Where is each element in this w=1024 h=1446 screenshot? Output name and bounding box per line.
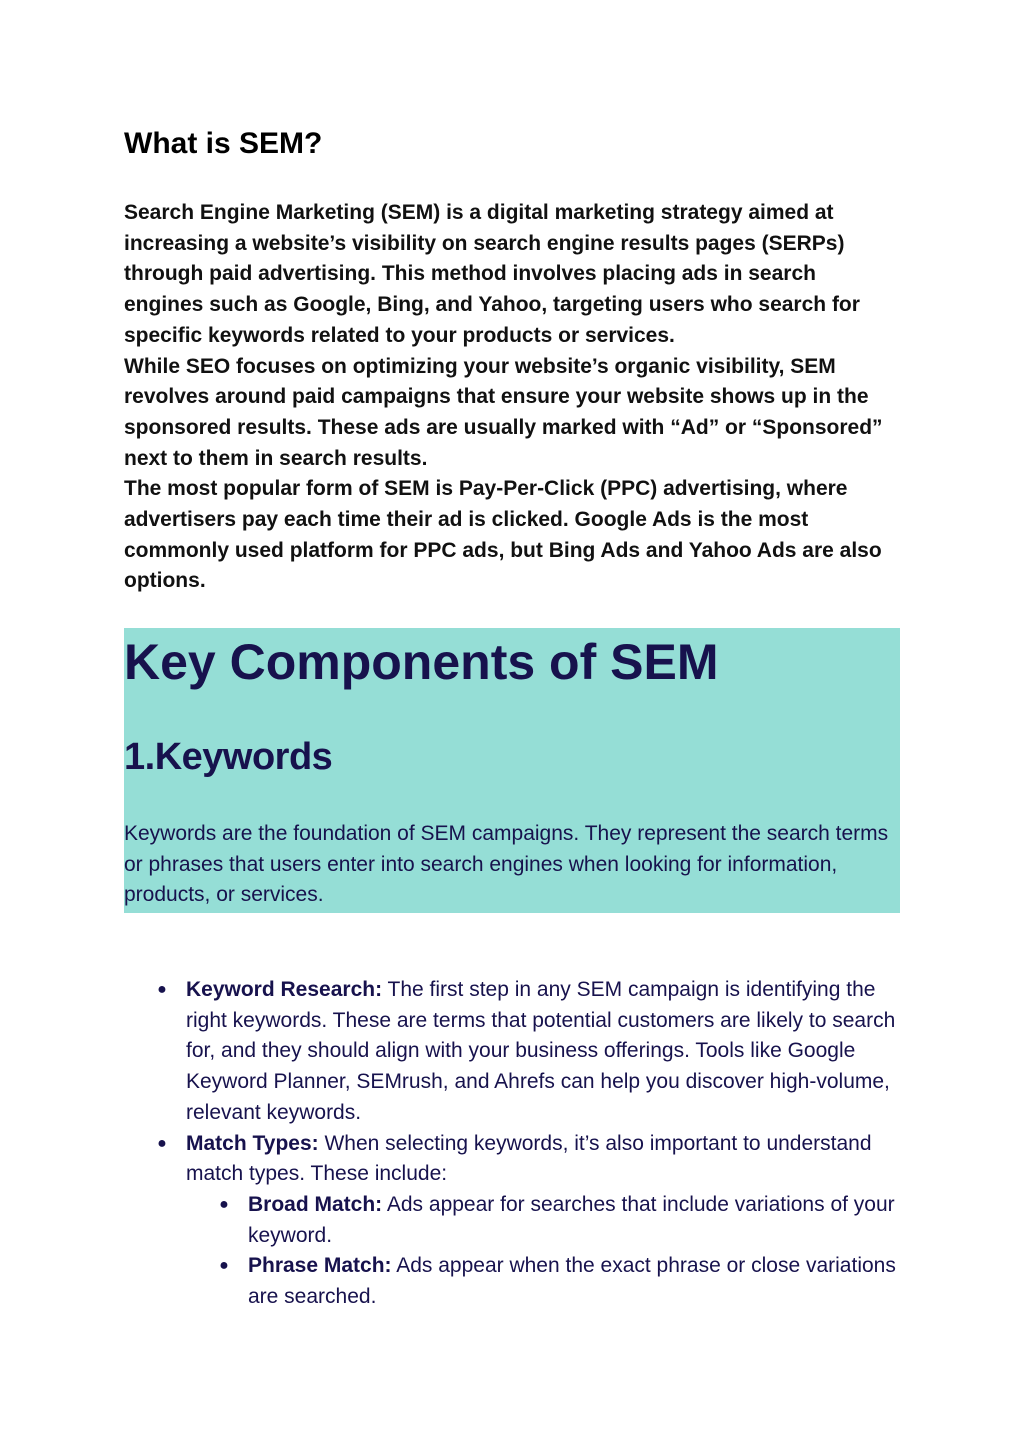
sub-list-item <box>124 1251 900 1312</box>
list-item <box>124 975 900 1129</box>
bullet-icon: ● <box>219 1195 229 1213</box>
page-title: What is SEM? <box>124 127 323 160</box>
list-item-term: Match Types: <box>186 1131 319 1155</box>
sub-list-item <box>124 1190 900 1251</box>
list-item-text: Ads appear when the exact phrase or close variations are searched. <box>248 1254 896 1309</box>
section-heading: Key Components of SEM <box>124 634 719 690</box>
intro-paragraph: While SEO focuses on optimizing your website’s organic visibility, SEM revolves around paid campaigns that ensure your website shows up in the sponsored results. These ads are usually marked with “Ad” or “Sponsored” next to them in search results. <box>124 354 883 470</box>
list-item-term: Keyword Research: <box>186 978 383 1001</box>
intro-section <box>124 198 900 597</box>
intro-paragraph: Search Engine Marketing (SEM) is a digital marketing strategy aimed at increasing a website’s visibility on search engine results pages (SERPs) through paid advertising. This method involves placing ads in search engines such as Google, Bing, and Yahoo, targeting users who search for specific keywords related to your products or services. <box>124 201 860 347</box>
bullet-icon: ● <box>157 981 167 998</box>
bullet-icon: ● <box>157 1134 167 1152</box>
subsection-heading: 1.Keywords <box>124 736 333 778</box>
bullet-list <box>124 975 900 1313</box>
list-item-term: Phrase Match: <box>248 1254 392 1278</box>
subsection-text: Keywords are the foundation of SEM campaigns. They represent the search terms or phrases that users enter into search engines when looking for information, products, or services. <box>124 822 889 907</box>
list-item <box>124 1129 900 1190</box>
bullet-icon: ● <box>219 1257 229 1275</box>
list-item-term: Broad Match: <box>248 1192 383 1216</box>
list-item-text: The first step in any SEM campaign is identifying the right keywords. These are terms that potential customers are likely to search for, and they should align with your business offerings. Tools like Google Keyword Planner, SEMrush, and Ahrefs can help you discover high-volume, relevant keywords. <box>186 978 896 1124</box>
list-item-text: Ads appear for searches that include variations of your keyword. <box>248 1192 895 1247</box>
intro-paragraph: The most popular form of SEM is Pay-Per-Click (PPC) advertising, where advertisers pay each time their ad is clicked. Google Ads is the most commonly used platform for PPC ads, but Bing Ads and Yahoo Ads are also options. <box>124 477 882 593</box>
list-item-text: When selecting keywords, it’s also important to understand match types. These include: <box>186 1131 872 1186</box>
